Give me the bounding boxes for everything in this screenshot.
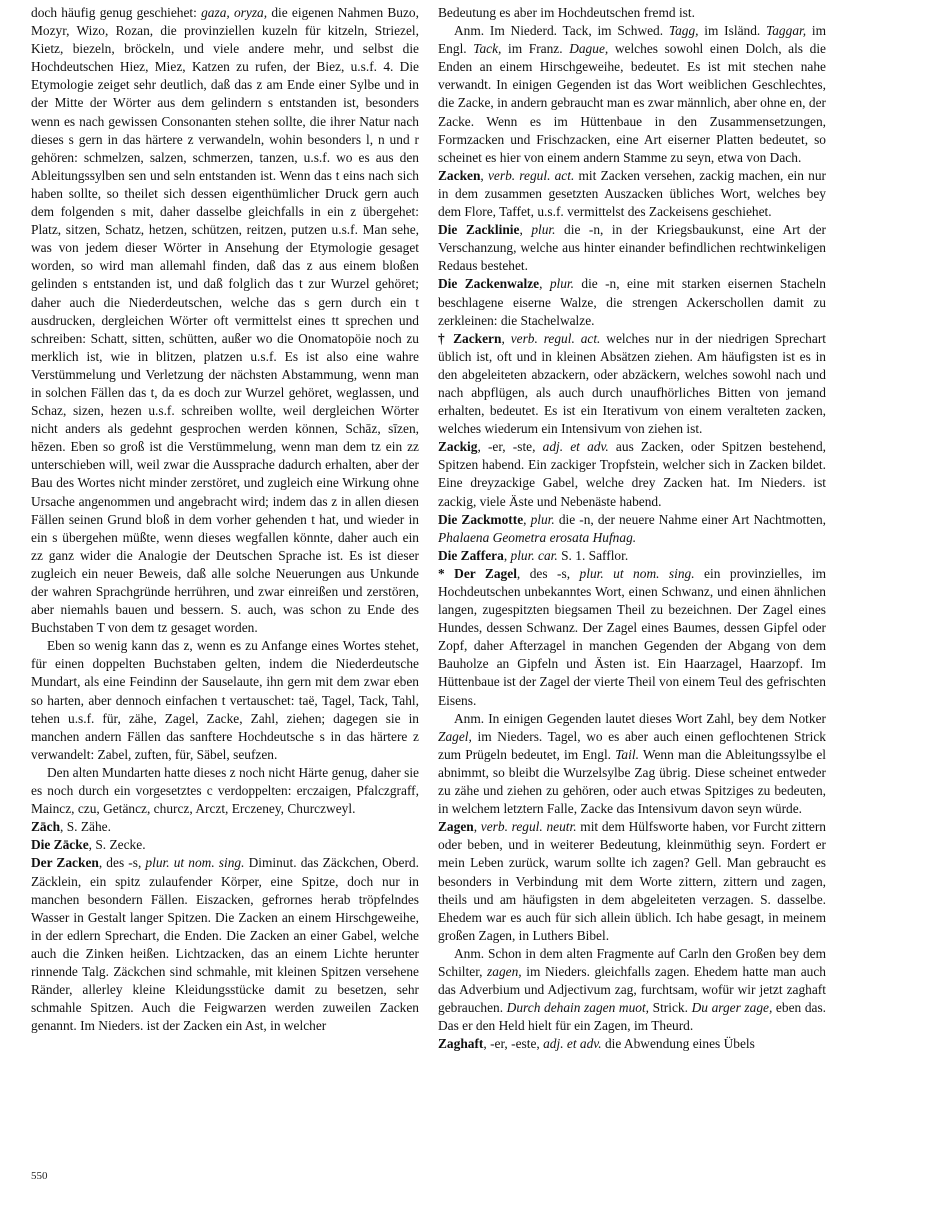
- italic-term: Dague,: [569, 41, 609, 57]
- italic-term: gaza, oryza,: [201, 5, 268, 20]
- entry-text: , S. Zecke.: [88, 837, 146, 853]
- dictionary-entry: [31, 836, 419, 854]
- entry-text: welches nur in der niedrigen Sprechart üblich ist, oft und in kleinen Absätzen ziehen. Am häufigsten ist es in den abgeleiteten abzackern, oder abzäckern, welches sowohl nach und nach abpflügen, als auch durch unaufhörliches Bitten von jemand erhalten, bedeutet. Es ist ein Iterativum von einem veralteten zacken, welches wiederum ein Intensivum von ziehen ist.: [438, 330, 827, 437]
- italic-term: plur. ut nom. sing.: [579, 565, 695, 581]
- annotation-paragraph: [31, 764, 419, 818]
- entry-text: Anm. Schon in dem alten Fragmente auf Carln den Großen bey dem Schilter,: [438, 945, 826, 979]
- headword: * Der Zagel: [438, 565, 517, 581]
- left-column: [31, 4, 419, 1035]
- dictionary-entry: [438, 275, 826, 329]
- italic-term: Du arger zage,: [691, 1000, 773, 1016]
- dictionary-entry: [438, 1035, 826, 1053]
- entry-text: Den alten Mundarten hatte dieses z noch nicht Härte genug, daher sie es noch durch ein vorgesetztes c verdoppelten: erczaigen, Pfalczgraff, Maincz, czu, Getäncz, churcz, Arczt, Erczeney, Churczweyl.: [31, 764, 419, 817]
- headword: Die Zackmotte: [438, 511, 524, 527]
- entry-text: Strick.: [649, 1000, 692, 1016]
- entry-text: ,: [523, 511, 531, 527]
- italic-term: Phalaena Geometra erosata Hufnag.: [438, 529, 637, 545]
- entry-text: mit Zacken versehen, zackig machen, ein nur in dem zusammen gesetzten Auszacken übliches Wort, welches bey dem Flore, Taffet, u.s.f. vermittelst des Zackeisens geschiehet.: [438, 167, 826, 220]
- headword: Die Zacklinie: [438, 222, 520, 238]
- headword: Zaghaft: [438, 1036, 484, 1052]
- entry-text: , S. Zähe.: [60, 819, 111, 835]
- italic-term: verb. regul. act.: [510, 330, 601, 346]
- entry-text: im Engl.: [438, 23, 826, 57]
- italic-term: adj. et adv.: [542, 439, 609, 455]
- headword: Die Zackenwalze: [438, 276, 540, 292]
- entry-text: im Isländ.: [698, 23, 767, 39]
- annotation-paragraph: [438, 710, 826, 819]
- headword: Der Zacken: [31, 855, 99, 871]
- dictionary-entry: [438, 547, 826, 565]
- headword: Die Zaffera: [438, 547, 504, 563]
- italic-term: Zagel,: [438, 728, 472, 744]
- entry-text: im Nieders. Tagel, wo es aber auch einen geflochtenen Strick zum Prügeln bedeutet, im Engl.: [438, 728, 826, 762]
- entry-text: aus Zacken, oder Spitzen bestehend, Spitzen habend. Ein zackiger Tropfstein, welcher sich in Zacken bildet. Eine dreyzackige Gabel, welche drey Zacken hat. Im Nieders. ist zackig, viele Äste und Nebenäste habend.: [438, 439, 827, 509]
- entry-text: doch häufig genug geschiehet:: [31, 5, 202, 20]
- entry-text: Eben so wenig kann das z, wenn es zu Anfange eines Wortes stehet, für einen doppelten Buchstaben gelten, indem die Niederdeutsche Mundart, als eine Feindinn der Sauselaute, ihn gern mit dem zwar eben so harten, aber dennoch einfachen t vertauschet: taë, Tagel, Tack, Tahl, tehen u.s.f. für, zähe, Zagel, Zacke, Zahl, ziehen; dagegen sie in manchen andern Fällen das sanftere Hochdeutsche s in das härtere z verwandelt: Zabel, zuften, für, Säbel, seufzen.: [31, 638, 419, 762]
- entry-text: mit dem Hülfsworte haben, vor Furcht zittern oder beben, und in weiterer Bedeutung, kleinmüthig seyn. Fordert er mein Leben zurück, warum sollte ich zagen? Gell. Man gebraucht es besonders in Verbindung mit dem Worte zittern, zittern und zagen, theils und am häufigsten in dem abgeleiteten verzagen. S. dasselbe. Ehedem war es auch für sich allein üblich. Ich habe gesagt, in meinem großen Zagen, in Luthers Bibel.: [438, 819, 826, 943]
- headword: Zāch: [31, 819, 61, 835]
- entry-text: die -n, eine mit starken eisernen Stacheln beschlagene eiserne Walze, die strengen Ackerschollen damit zu zerkleinen: die Stachelwalze.: [438, 276, 826, 328]
- entry-text: die -n, in der Kriegsbaukunst, eine Art der Verschanzung, welche aus hinter einander befindlichen rechtwinkeligen Redaus bestehet.: [438, 222, 826, 274]
- italic-term: Durch dehain zagen muot,: [506, 1000, 650, 1016]
- entry-text: die eigenen Nahmen Buzo, Mozyr, Wizo, Rozan, die provinziellen kuzeln für kitzeln, Striezel, Kietz, biezeln, bröckeln, und viele andere mehr, und selbst die Hochdeutschen Hiez, Miez, Katzen zu rufen, der Biez, u.s.f. 4. Die Etymologie zeiget sehr deutlich, daß das z am Ende einer Sylbe und in der Mitte der Wörter aus dem gelindern s entstanden ist, besonders wenn es nach gewissen Consonanten stehen sollte, die ihrer Natur nach dieses s gern in das härtere z verwandeln, wohin besonders l, n und r gehören: schmelzen, salzen, schmerzen, tanzen, u.s.f. wo es aus den Ableitungssylben sen und seln entstanden ist. Wenn das t eins nach sich haben sollte, so theilet sich dessen eigenthümlicher Druck gern auch dem folgenden s mit, daher dasselbe gleichfalls in ein z übergehet: Platz, sitzen, Schatz, hetzen, schützen, reitzen, putzen u.s.f. Man sehe, was von jedem dieser Wörter in Ansehung der Etymologie gesaget worden, so wird man allemahl finden, daß das z aus einem bloßen gelinden s entstanden ist, und daß folglich das t zur Wurzel gehöret; daher auch die Niederdeutschen, welche das s gern durch ein t ausdrucken, dergleichen Wörter oft vermittelst eines tt sprechen und schreiben: Schatt, sitten, schütten, außer wo die Onomatopöie noch zu merklich ist, wie in blitzen, platzen u.s.f. Es ist also eine wahre Verstümmelung und Verletzung der nächsten Abstammung, wenn man in solchen Fällen das t, da es doch zur Wurzel gehöret, weglassen, und Schaz, sizen, hezen u.s.f. schreiben wollte, weil dergleichen Wörter nicht anders als gedehnt gesprochen werden können, Schāz, sīzen, hēzen. Eben so groß ist die Verstümmelung, wenn man dem tz ein zz unterschieben will, weil zwar die Aussprache dadurch erhalten, aber der Bau des Wortes nicht minder zerstöret, und zugleich eine Wirkung ohne Ursache angenommen und angebracht wird; indem das z in allen diesen Fällen seinen Grund bloß in dem vorher gehenden t hat, und wieder in ein s übergehen müßte, wenn dieses wegfallen könnte, daher auch ein zz ganz wider die Analogie der Deutschen Sprache ist. Es ist dieser zugleich ein neuer Beweis, daß alle solche Neuerungen aus Unkunde der wahren Sprachgründe herrühren, und zwar einreißen und zerstören, aber niemahls bauen und bessern. S. auch, was schon zu Ende des Buchstaben T von dem tz gesaget worden.: [31, 5, 419, 636]
- entry-text: ,: [501, 330, 511, 346]
- dictionary-entry: [438, 221, 826, 275]
- entry-text: , des -s,: [98, 855, 146, 871]
- entry-text: die Abwendung eines Übels: [601, 1036, 755, 1052]
- entry-text: ,: [519, 222, 532, 238]
- italic-term: zagen,: [487, 963, 522, 979]
- dictionary-entry: [438, 438, 826, 510]
- entry-text: Diminut. das Zäckchen, Oberd. Zäcklein, ein spitz zulaufender Körper, eine Spitze, doch nur in manchen besondern Fällen. Eiszacken, gefrornes herab tröpfelndes Wasser in Gestalt langer Spitzen. Die Zacken an einem Hirschgeweihe, in der edlern Sprechart, die Enden. Die Zacken an einer Gabel, welche auch die Zinken heißen. Lichtzacken, das an einem Lichte herunter rinnende Talg. Zäckchen sind schmahle, mit kleinen Spitzen versehene Ränder, allerley kleine Kleidungsstücke damit zu besetzen, sehr schmahle Spitzen. Auch die Feigwarzen werden zuweilen Zacken genannt. Im Nieders. ist der Zacken ein Ast, in welcher: [31, 855, 419, 1034]
- entry-text: die -n, der neuere Nahme einer Art Nachtmotten,: [554, 511, 826, 527]
- entry-text: eben das. Das er den Held hielt für ein Zagen, im Theurd.: [438, 1000, 827, 1034]
- dictionary-entry: [438, 330, 826, 439]
- entry-text: Wenn man die Ableitungssylbe el abnimmt, so bleibt die Wurzelsylbe Zag übrig. Diese scheinet entweder zu zähe und ziehen zu gehören, oder auch etwas Spitziges zu bedeuten, in welchem letztern Falle, Zacke das Intensivum davon seyn würde.: [438, 746, 826, 817]
- italic-term: plur.: [531, 222, 556, 238]
- right-column: [438, 4, 826, 1053]
- entry-text: ,: [480, 167, 488, 183]
- headword: Zacken: [438, 167, 481, 183]
- headword: Zagen: [438, 819, 474, 835]
- continued-paragraph: [31, 4, 419, 637]
- italic-term: verb. regul. neutr.: [480, 819, 577, 835]
- entry-text: Anm. Im Niederd. Tack, im Schwed.: [454, 23, 669, 39]
- continued-paragraph: [438, 4, 826, 22]
- page-number: 550: [31, 1170, 48, 1182]
- annotation-paragraph: [438, 945, 826, 1035]
- entry-text: , -er, -ste,: [477, 439, 543, 455]
- italic-term: plur.: [549, 276, 574, 292]
- dictionary-entry: [31, 818, 419, 836]
- entry-text: ,: [473, 819, 481, 835]
- italic-term: plur.: [530, 511, 555, 527]
- annotation-paragraph: [31, 637, 419, 764]
- entry-text: ein provinzielles, im Hochdeutschen unbekanntes Wort, einen Schwanz, und einen ähnlichen langen, zugespitzten biegsamen Theil zu bezeichnen. Der Zagel eines Hundes, dessen Schwanz. Der Zagel eines Baumes, dessen Gipfel oder Zopf, daher Afterzagel in manchen Gegenden der Abgang von dem Bauholze an Gipfeln und Ästen ist. Ein Haarzagel, Haarzopf. Im Hüttenbaue ist der Zagel der vierte Theil von einem Teul des gefrischten Eisens.: [438, 565, 826, 708]
- entry-text: im Franz.: [501, 41, 570, 57]
- entry-text: im Nieders. gleichfalls zagen. Ehedem hatte man auch das Adverbium und Adjectivum zag, furchtsam, wofür wir jetzt zaghaft gebrauchen.: [438, 963, 826, 1016]
- entry-text: ,: [503, 547, 511, 563]
- dictionary-entry: [438, 565, 826, 710]
- headword: Zackig: [438, 439, 478, 455]
- italic-term: Tack,: [473, 41, 502, 57]
- italic-term: plur. ut nom. sing.: [145, 855, 245, 871]
- entry-text: S. 1. Safflor.: [557, 547, 629, 563]
- dictionary-entry: [438, 167, 826, 221]
- entry-text: welches sowohl einen Dolch, als die Enden an einem Hirschgeweihe, bedeutet. Es ist mit stechen nahe verwandt. In einigen Gegenden ist das Wort weiblichen Geschlechtes, die Zacke, in andern gebraucht man es zwar männlich, aber ohne en, der Zacke. Wenn es im Hüttenbaue in den Zusammensetzungen, Formzacken und Frischzacken, eine Art eiserner Platten bedeutet, so scheinet es hier von einem andern Stamme zu seyn, etwa von Dach.: [438, 41, 826, 165]
- headword: Die Zācke: [31, 837, 89, 853]
- entry-text: , -er, -este,: [483, 1036, 544, 1052]
- entry-text: , des -s,: [516, 565, 580, 581]
- entry-text: ,: [539, 276, 550, 292]
- italic-term: plur. car.: [510, 547, 558, 563]
- headword: † Zackern: [438, 330, 502, 346]
- italic-term: Tail.: [615, 746, 639, 762]
- dictionary-entry: [438, 818, 826, 945]
- dictionary-entry: [31, 854, 419, 1035]
- italic-term: Tagg,: [668, 23, 699, 39]
- dictionary-entry: [438, 511, 826, 547]
- italic-term: Taggar,: [766, 23, 807, 39]
- italic-term: verb. regul. act.: [487, 167, 575, 183]
- annotation-paragraph: [438, 22, 826, 167]
- italic-term: adj. et adv.: [543, 1036, 602, 1052]
- entry-text: Anm. In einigen Gegenden lautet dieses Wort Zahl, bey dem Notker: [454, 710, 826, 726]
- entry-text: Bedeutung es aber im Hochdeutschen fremd ist.: [438, 5, 695, 20]
